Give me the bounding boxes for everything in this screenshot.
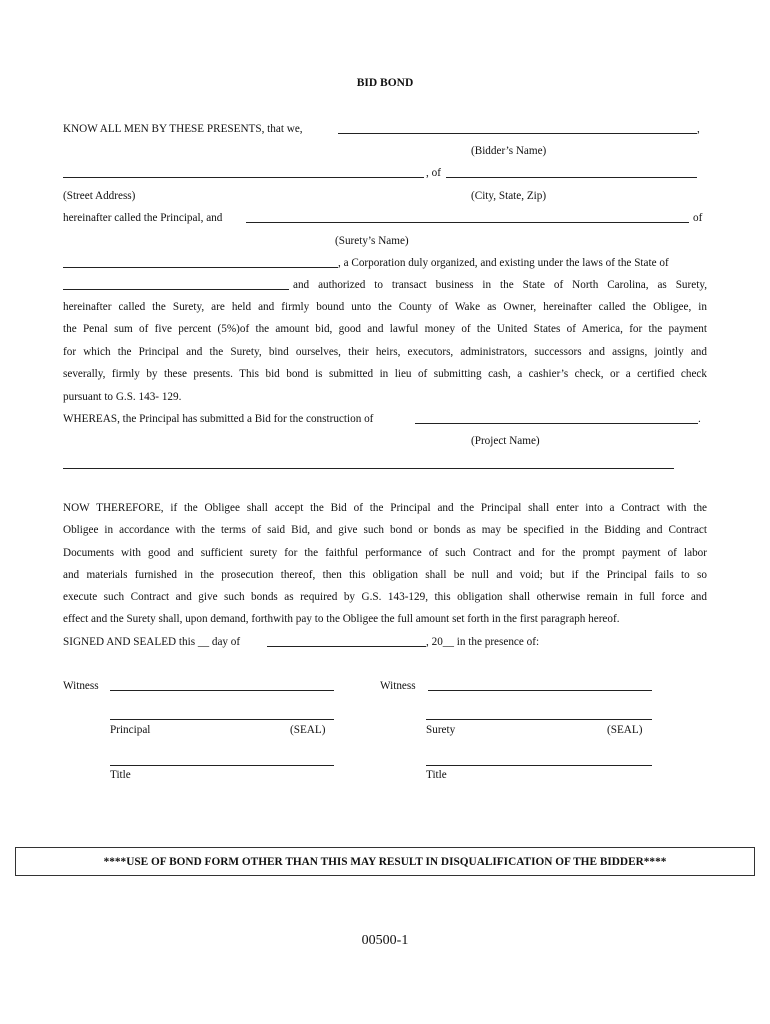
principal-seal-label: (SEAL) (290, 724, 326, 736)
bidder-name-field[interactable] (338, 133, 697, 134)
witness-signature-right[interactable] (428, 690, 652, 691)
principal-intro-text: hereinafter called the Principal, and (63, 212, 223, 224)
surety-title-label: Title (426, 769, 447, 781)
of-text-2: of (693, 212, 703, 224)
principal-title-label: Title (110, 769, 131, 781)
year-presence-text: , 20__ in the presence of: (426, 636, 540, 648)
surety-state-blank-1[interactable] (63, 267, 338, 268)
witness-signature-left[interactable] (110, 690, 334, 691)
city-state-zip-field[interactable] (446, 177, 697, 178)
know-all-men-text: KNOW ALL MEN BY THESE PRESENTS, that we, (63, 123, 303, 135)
of-text: , of (426, 167, 441, 179)
project-name-label: (Project Name) (471, 435, 540, 447)
surety-state-blank-2[interactable] (63, 289, 289, 290)
authorized-text: and authorized to transact business in the State of North Carolina, as Surety, (293, 279, 707, 291)
principal-title-line[interactable] (110, 765, 334, 766)
surety-seal-label: (SEAL) (607, 724, 643, 736)
disqualification-warning-box (15, 847, 755, 876)
comma-text: , (697, 123, 700, 135)
witness-label-left: Witness (63, 680, 99, 692)
paragraph1-last-line: pursuant to G.S. 143- 129. (63, 391, 182, 403)
month-field[interactable] (267, 646, 426, 647)
page-number: 00500-1 (361, 933, 409, 948)
whereas-text: WHEREAS, the Principal has submitted a Bid for the construction of (63, 413, 374, 425)
document-title: BID BOND (356, 77, 414, 89)
project-name-continuation-field[interactable] (63, 468, 674, 469)
period-text: . (698, 413, 701, 425)
paragraph2-line: execute such Contract and give such bonds as required by G.S. 143-129, this obligation shall otherwise remain in full force and (63, 591, 707, 603)
corporation-text: , a Corporation duly organized, and existing under the laws of the State of (338, 257, 669, 269)
principal-label: Principal (110, 724, 151, 736)
bidder-name-label: (Bidder’s Name) (471, 145, 547, 157)
surety-signature-line[interactable] (426, 719, 652, 720)
witness-label-right: Witness (380, 680, 416, 692)
disqualification-warning-text: ****USE OF BOND FORM OTHER THAN THIS MAY RESULT IN DISQUALIFICATION OF THE BIDDER**** (103, 855, 667, 868)
paragraph1-line: the Penal sum of five percent (5%)of the amount bid, good and lawful money of the United States of America, for the payment (63, 323, 707, 335)
paragraph2-line: Documents with good and sufficient surety for the faithful performance of such Contract and for the prompt payment of labor (63, 547, 707, 559)
paragraph1-line: hereinafter called the Surety, are held and firmly bound unto the County of Wake as Owner, hereinafter called the Obligee, in (63, 301, 707, 313)
principal-signature-line[interactable] (110, 719, 334, 720)
surety-name-label: (Surety’s Name) (335, 235, 409, 247)
city-state-zip-label: (City, State, Zip) (471, 190, 547, 202)
paragraph2-line: Obligee in accordance with the terms of said Bid, and give such bond or bonds as may be specified in the Bidding and Contract (63, 524, 707, 536)
paragraph1-line: severally, firmly by these presents. This bid bond is submitted in lieu of submitting cash, a cashier’s check, or a certified check (63, 368, 707, 380)
paragraph2-last-line: effect and the Surety shall, upon demand, forthwith pay to the Obligee the full amount set forth in the first paragraph hereof. (63, 613, 620, 625)
signed-sealed-text: SIGNED AND SEALED this __ day of (63, 636, 241, 648)
paragraph2-line: NOW THEREFORE, if the Obligee shall accept the Bid of the Principal and the Principal shall enter into a Contract with the (63, 502, 707, 514)
surety-title-line[interactable] (426, 765, 652, 766)
street-address-label: (Street Address) (63, 190, 136, 202)
project-name-field[interactable] (415, 423, 698, 424)
paragraph2-line: and materials furnished in the prosecution thereof, then this obligation shall be null and void; but if the Principal fails to so (63, 569, 707, 581)
paragraph1-line: for which the Principal and the Surety, bind ourselves, their heirs, executors, administrators, successors and assigns, jointly and (63, 346, 707, 358)
surety-name-field[interactable] (246, 222, 689, 223)
street-address-field[interactable] (63, 177, 424, 178)
surety-label: Surety (426, 724, 456, 736)
